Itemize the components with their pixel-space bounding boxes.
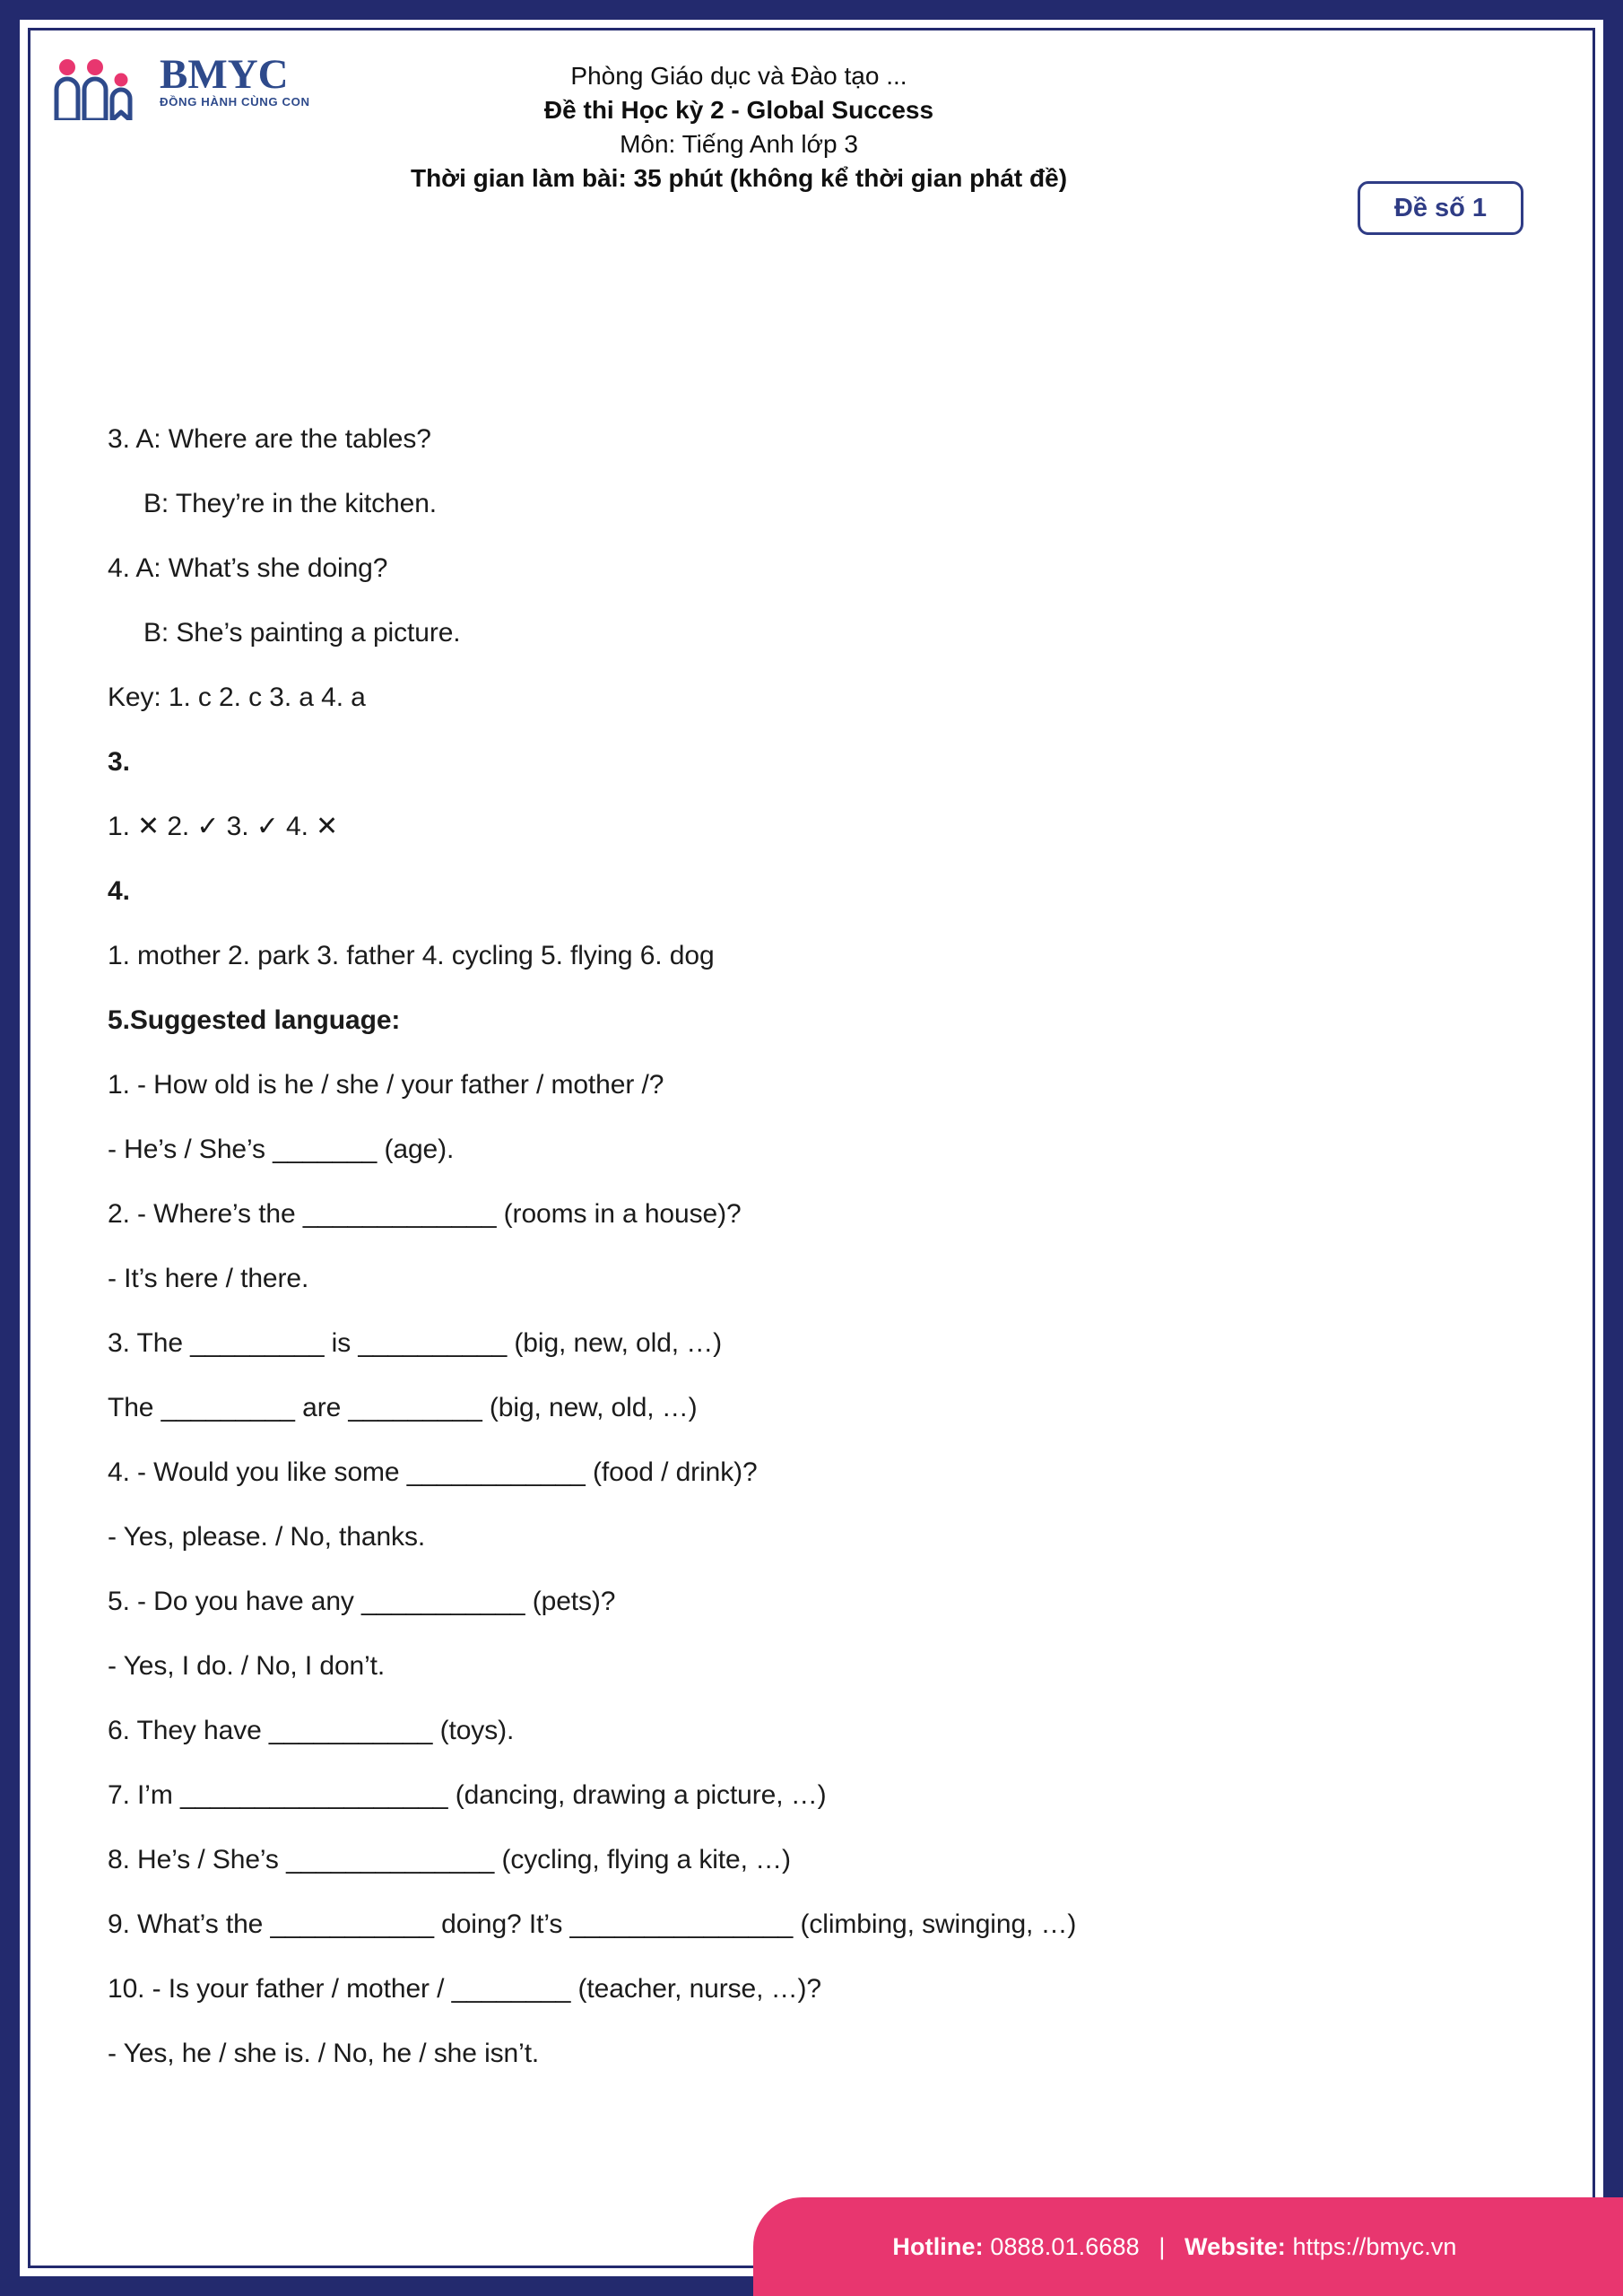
contact-footer-banner <box>753 2197 1623 2296</box>
content-line: - He’s / She’s _______ (age). <box>108 1135 455 1164</box>
header-title-block <box>201 59 1277 196</box>
content-line: - Yes, I do. / No, I don’t. <box>108 1651 386 1681</box>
content-line: 4. - Would you like some ____________ (food / drink)? <box>108 1457 758 1487</box>
content-line: 5.Suggested language: <box>108 1005 401 1035</box>
content-line: 3. The _________ is __________ (big, new, old, …) <box>108 1328 723 1358</box>
content-line: The _________ are _________ (big, new, old, …) <box>108 1393 698 1422</box>
content-line: 4. <box>108 876 130 906</box>
content-line: 7. I’m __________________ (dancing, drawing a picture, …) <box>108 1780 827 1810</box>
content-line: Key: 1. c 2. c 3. a 4. a <box>108 683 366 712</box>
content-line: 1. mother 2. park 3. father 4. cycling 5. flying 6. dog <box>108 941 715 970</box>
content-line: 5. - Do you have any ___________ (pets)? <box>108 1587 616 1616</box>
content-line: - Yes, please. / No, thanks. <box>108 1522 426 1552</box>
document-header <box>30 30 1593 300</box>
bmyc-logo-wordmark: BMYC <box>160 51 289 98</box>
bmyc-logo-icon <box>48 56 165 120</box>
content-line: - Yes, he / she is. / No, he / she isn’t. <box>108 2039 540 2068</box>
header-department-line: Phòng Giáo dục và Đào tạo ... <box>570 62 907 90</box>
exam-number-badge-label: Đề số 1 <box>1393 193 1488 222</box>
header-subject-line: Môn: Tiếng Anh lớp 3 <box>620 130 858 158</box>
content-line: 9. What’s the ___________ doing? It’s _______________ (climbing, swinging, …) <box>108 1909 1077 1939</box>
hotline-value: 0888.01.6688 <box>990 2232 1140 2260</box>
content-line: 8. He’s / She’s ______________ (cycling, flying a kite, …) <box>108 1845 791 1874</box>
content-line: 2. - Where’s the _____________ (rooms in a house)? <box>108 1199 742 1229</box>
website-label: Website: <box>1185 2232 1286 2260</box>
contact-footer-text <box>892 2233 1456 2261</box>
content-line: B: They’re in the kitchen. <box>143 489 438 518</box>
hotline-label: Hotline: <box>892 2232 984 2260</box>
content-line: 6. They have ___________ (toys). <box>108 1716 515 1745</box>
content-line: 1. - How old is he / she / your father / mother /? <box>108 1070 664 1100</box>
content-line: 3. <box>108 747 130 777</box>
exam-number-badge <box>1358 181 1523 235</box>
header-duration-line: Thời gian làm bài: 35 phút (không kể thời gian phát đề) <box>410 164 1068 192</box>
website-value[interactable]: https://bmyc.vn <box>1292 2232 1457 2260</box>
answer-key-content <box>30 407 1593 2086</box>
content-line: 10. - Is your father / mother / ________ (teacher, nurse, …)? <box>108 1974 821 2004</box>
content-line: - It’s here / there. <box>108 1264 309 1293</box>
bmyc-logo-tagline: ĐỒNG HÀNH CÙNG CON <box>160 95 310 109</box>
content-line: 1. ✕ 2. ✓ 3. ✓ 4. ✕ <box>108 812 339 841</box>
content-line: B: She’s painting a picture. <box>143 618 461 648</box>
footer-separator: | <box>1159 2232 1166 2260</box>
content-line: 4. A: What’s she doing? <box>108 553 388 583</box>
content-line: 3. A: Where are the tables? <box>108 424 431 454</box>
header-exam-title: Đề thi Học kỳ 2 - Global Success <box>543 96 934 124</box>
page-sheet <box>30 30 1593 2266</box>
